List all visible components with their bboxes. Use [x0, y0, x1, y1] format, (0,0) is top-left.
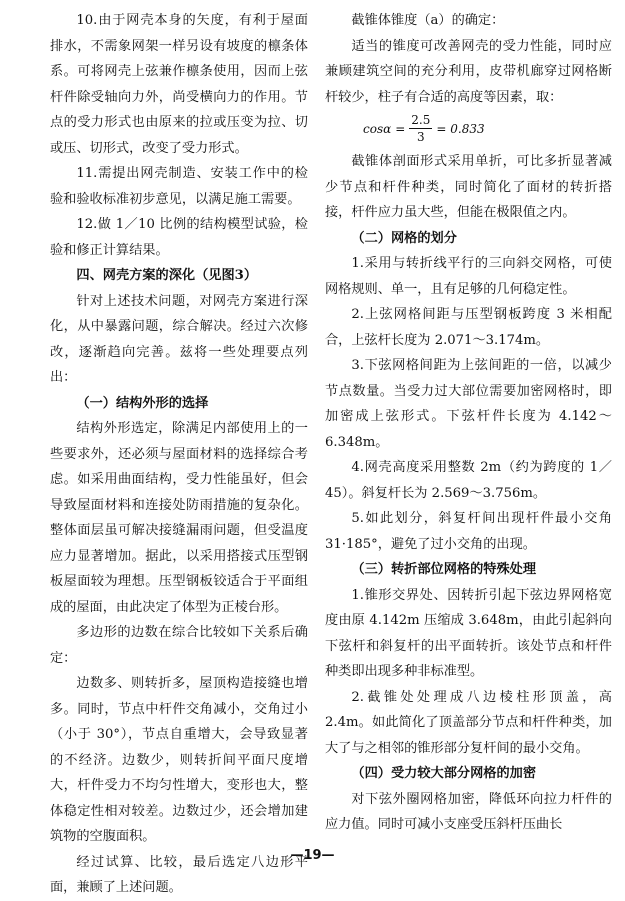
paragraph-turning-item-1: 1.锥形交界处、因转折引起下弦边界网格宽度由原 4.142m 压缩成 3.648m，由此引起斜向下弦杆和斜复杆的出平面转折。该处节点和杆件种类即出现多种非标准型。 [325, 587, 612, 679]
subsection-heading-turning-zone: （三）转折部位网格的特殊处理 [351, 562, 537, 577]
page-number: —19— [290, 848, 335, 863]
paragraph-turning-item-2: 2.截锥处处理成八边棱柱形顶盖，高 2.4m。如此简化了顶盖部分节点和杆件种类，加大了与之相邻的锥形部分复杆间的最小交角。 [325, 689, 612, 756]
paragraph-single-fold: 截锥体剖面形式采用单折，可比多折显著减少节点和杆件种类，同时简化了面材的转折搭接，杆件应力虽大些，但能在极限值之内。 [325, 154, 612, 220]
subsection-heading-grid-densify: （四）受力较大部分网格的加密 [351, 766, 537, 781]
paragraph-deepening-intro: 针对上述技术问题，对网壳方案进行深化，从中暴露问题，综合解决。经过六次修改，逐渐趋向完善。兹将一些处理要点列出： [50, 293, 308, 385]
formula-denominator: 3 [417, 130, 425, 144]
paragraph-densify: 对下弦外圈网格加密，降低环向拉力杆件的应力值。同时可减小支座受压斜杆压曲长 [325, 791, 612, 832]
paragraph-model-test: 12.做 1／10 比例的结构模型试验，检验和修正计算结果。 [50, 217, 308, 258]
right-column [325, 8, 612, 838]
paragraph-grid-item-4: 4.网壳高度采用整数 2m（约为跨度的 1／45）。斜复杆长为 2.569～3.756m。 [325, 460, 612, 501]
paragraph-grid-item-1: 1.采用与转折线平行的三向斜交网格，可使网格规则、单一，且有足够的几何稳定性。 [325, 256, 612, 297]
paragraph-structure-shape: 结构外形选定，除满足内部使用上的一些要求外，还必须与屋面材料的选择综合考虑。如采用曲面结构，受力性能虽好，但会导致屋面材料和连接处防雨措施的复杂化。整体面层虽可解决接缝漏雨问题，但受温度应力显著增加。据此，以采用搭接式压型钢板屋面较为理想。压型钢板铰适合于平面组成的屋面，由此决定了体型为正棱台形。 [50, 421, 308, 615]
paragraph-taper-heading: 截锥体锥度（a）的确定： [351, 13, 505, 28]
paragraph-taper-reason: 适当的锥度可改善网壳的受力性能，同时应兼顾建筑空间的充分利用，皮带机廊穿过网格断杆较少，柱子有合适的高度等因素，取： [325, 38, 612, 105]
cosine-formula [363, 112, 612, 145]
paragraph-grid-item-2: 2.上弦网格间距与压型钢板跨度 3 米相配合，上弦杆长度为 2.071～3.174m。 [325, 307, 612, 348]
section-heading-deepening: 四、网壳方案的深化（见图3） [76, 268, 258, 283]
paragraph-grid-item-5: 5.如此划分，斜复杆间出现杆件最小交角 31·185°，避免了过小交角的出现。 [325, 511, 612, 552]
paragraph-grid-item-3: 3.下弦网格间距为上弦间距的一倍，以减少节点数量。当受力过大部位需要加密网格时，即加密成上弦形式。下弦杆件长度为 4.142～6.348m。 [325, 358, 612, 450]
formula-result: = 0.833 [436, 121, 485, 136]
formula-numerator: 2.5 [411, 113, 431, 127]
paragraph-roof-drainage: 10.由于网壳本身的矢度，有利于屋面排水，不需象网架一样另设有坡度的檩条体系。可将网壳上弦兼作檩条使用，因而上弦杆件除受轴向力外，尚受横向力的作用。节点的受力形式也由原来的拉或压变为拉、切或压、切形式，改变了受力形式。 [50, 13, 308, 156]
paragraph-sides-tradeoff: 边数多、则转折多，屋顶构造接缝也增多。同时，节点中杆件交角减小，交角过小（小于 30°），节点自重增大，会导致显著的不经济。边数少，则转折间平面尺度增大，杆件受力不均匀性增大，变形也大，整体稳定性相对较差。边数过少，还会增加建筑物的空腹面积。 [50, 676, 308, 844]
formula-equals: = [395, 121, 406, 136]
formula-fraction [409, 112, 432, 145]
subsection-heading-grid-division: （二）网格的划分 [351, 230, 457, 246]
paragraph-inspection-standards: 11.需提出网壳制造、安装工作中的检验和验收标准初步意见，以满足施工需要。 [50, 166, 308, 207]
left-column [50, 8, 308, 901]
paragraph-octagon-choice: 经过试算、比较，最后选定八边形平面，兼顾了上述问题。 [50, 854, 308, 895]
formula-lhs: cosα [363, 121, 392, 136]
subsection-heading-structure-shape: （一）结构外形的选择 [76, 395, 209, 411]
paragraph-polygon-sides: 多边形的边数在综合比较如下关系后确定： [50, 625, 308, 666]
